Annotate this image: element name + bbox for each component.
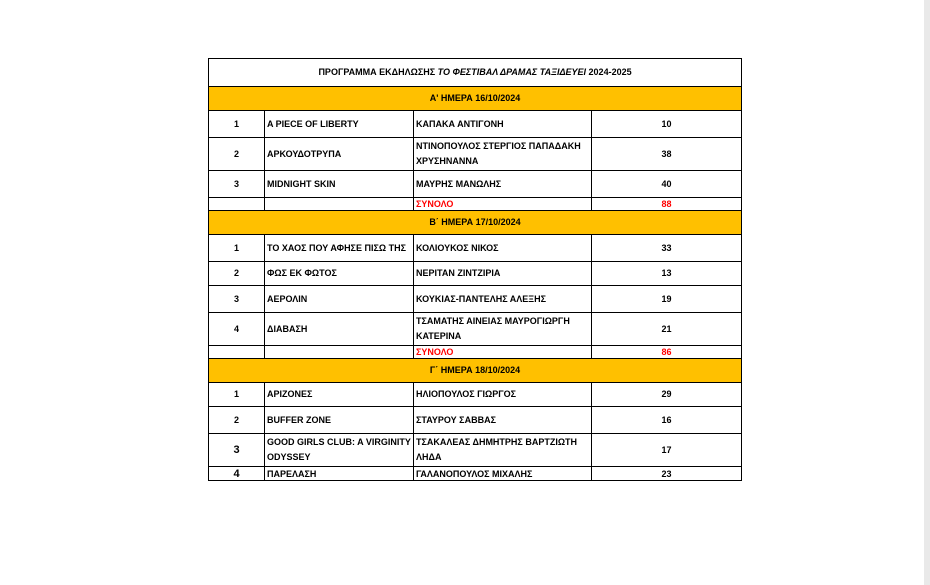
table-row [209, 235, 742, 262]
total-row [209, 198, 742, 211]
row-number: 1 [209, 383, 265, 407]
row-number: 2 [209, 407, 265, 434]
film-title: A PIECE OF LIBERTY [265, 111, 414, 138]
total-label: ΣΥΝΟΛΟ [414, 346, 592, 359]
row-number: 4 [209, 467, 265, 481]
director-name: ΓΑΛΑΝΟΠΟΥΛΟΣ ΜΙΧΑΛΗΣ [414, 467, 592, 481]
row-number: 2 [209, 138, 265, 171]
row-value: 21 [592, 313, 742, 346]
program-title [209, 59, 742, 87]
row-value: 33 [592, 235, 742, 262]
total-value: 86 [592, 346, 742, 359]
director-name: ΗΛΙΟΠΟΥΛΟΣ ΓΙΩΡΓΟΣ [414, 383, 592, 407]
director-name: ΚΟΛΙΟΥΚΟΣ ΝΙΚΟΣ [414, 235, 592, 262]
title-row [209, 59, 742, 87]
day-header-row [209, 87, 742, 111]
row-value: 13 [592, 262, 742, 286]
row-value: 17 [592, 434, 742, 467]
empty-cell [209, 346, 265, 359]
day-header: Α' ΗΜΕΡΑ 16/10/2024 [209, 87, 742, 111]
row-number: 2 [209, 262, 265, 286]
table-row [209, 407, 742, 434]
row-number: 3 [209, 434, 265, 467]
table-row [209, 313, 742, 346]
day-header: Β΄ ΗΜΕΡΑ 17/10/2024 [209, 211, 742, 235]
row-value: 16 [592, 407, 742, 434]
row-value: 23 [592, 467, 742, 481]
director-name: ΚΑΠΑΚΑ ΑΝΤΙΓΟΝΗ [414, 111, 592, 138]
film-title: ΔΙΑΒΑΣΗ [265, 313, 414, 346]
film-title: ΤΟ ΧΑΟΣ ΠΟΥ ΑΦΗΣΕ ΠΙΣΩ ΤΗΣ [265, 235, 414, 262]
row-value: 29 [592, 383, 742, 407]
empty-cell [265, 198, 414, 211]
director-name: ΣΤΑΥΡΟΥ ΣΑΒΒΑΣ [414, 407, 592, 434]
row-number: 4 [209, 313, 265, 346]
total-value: 88 [592, 198, 742, 211]
empty-cell [209, 198, 265, 211]
table-row [209, 262, 742, 286]
total-row [209, 346, 742, 359]
row-value: 19 [592, 286, 742, 313]
total-label: ΣΥΝΟΛΟ [414, 198, 592, 211]
director-name: ΤΣΑΚΑΛΕΑΣ ΔΗΜΗΤΡΗΣ ΒΑΡΤΖΙΩΤΗ ΛΗΔΑ [414, 434, 592, 467]
director-name: ΝΤΙΝΟΠΟΥΛΟΣ ΣΤΕΡΓΙΟΣ ΠΑΠΑΔΑΚΗ ΧΡΥΣΗΝΑΝΝΑ [414, 138, 592, 171]
table-row [209, 171, 742, 198]
table-row [209, 434, 742, 467]
title-prefix: ΠΡΟΓΡΑΜΜΑ ΕΚΔΗΛΩΣΗΣ [318, 67, 438, 77]
film-title: ΑΡΙΖΟΝΕΣ [265, 383, 414, 407]
title-festival: ΤΟ ΦΕΣΤΙΒΑΛ ΔΡΑΜΑΣ ΤΑΞΙΔΕΥΕΙ [437, 67, 587, 77]
director-name: ΤΣΑΜΑΤΗΣ ΑΙΝΕΙΑΣ ΜΑΥΡΟΓΙΩΡΓΗ ΚΑΤΕΡΙΝΑ [414, 313, 592, 346]
film-title: ΑΡΚΟΥΔΟΤΡΥΠΑ [265, 138, 414, 171]
row-value: 10 [592, 111, 742, 138]
row-value: 40 [592, 171, 742, 198]
row-number: 3 [209, 286, 265, 313]
director-name: ΜΑΥΡΗΣ ΜΑΝΩΛΗΣ [414, 171, 592, 198]
film-title: BUFFER ZONE [265, 407, 414, 434]
table-row [209, 138, 742, 171]
film-title: ΑΕΡΟΛΙΝ [265, 286, 414, 313]
program-table [208, 58, 742, 481]
table-row [209, 383, 742, 407]
empty-cell [265, 346, 414, 359]
title-season: 2024-2025 [586, 67, 632, 77]
film-title: ΠΑΡΕΛΑΣΗ [265, 467, 414, 481]
table-row [209, 467, 742, 481]
scrollbar-track[interactable] [924, 0, 930, 585]
day-header: Γ΄ ΗΜΕΡΑ 18/10/2024 [209, 359, 742, 383]
film-title: MIDNIGHT SKIN [265, 171, 414, 198]
table-row [209, 286, 742, 313]
day-header-row [209, 359, 742, 383]
row-value: 38 [592, 138, 742, 171]
row-number: 3 [209, 171, 265, 198]
row-number: 1 [209, 111, 265, 138]
day-header-row [209, 211, 742, 235]
director-name: ΝΕΡΙΤΑΝ ΖΙΝΤΖΙΡΙΑ [414, 262, 592, 286]
row-number: 1 [209, 235, 265, 262]
film-title: ΦΩΣ ΕΚ ΦΩΤΟΣ [265, 262, 414, 286]
director-name: ΚΟΥΚΙΑΣ-ΠΑΝΤΕΛΗΣ ΑΛΕΞΗΣ [414, 286, 592, 313]
film-title: GOOD GIRLS CLUB: A VIRGINITY ODYSSEY [265, 434, 414, 467]
table-row [209, 111, 742, 138]
